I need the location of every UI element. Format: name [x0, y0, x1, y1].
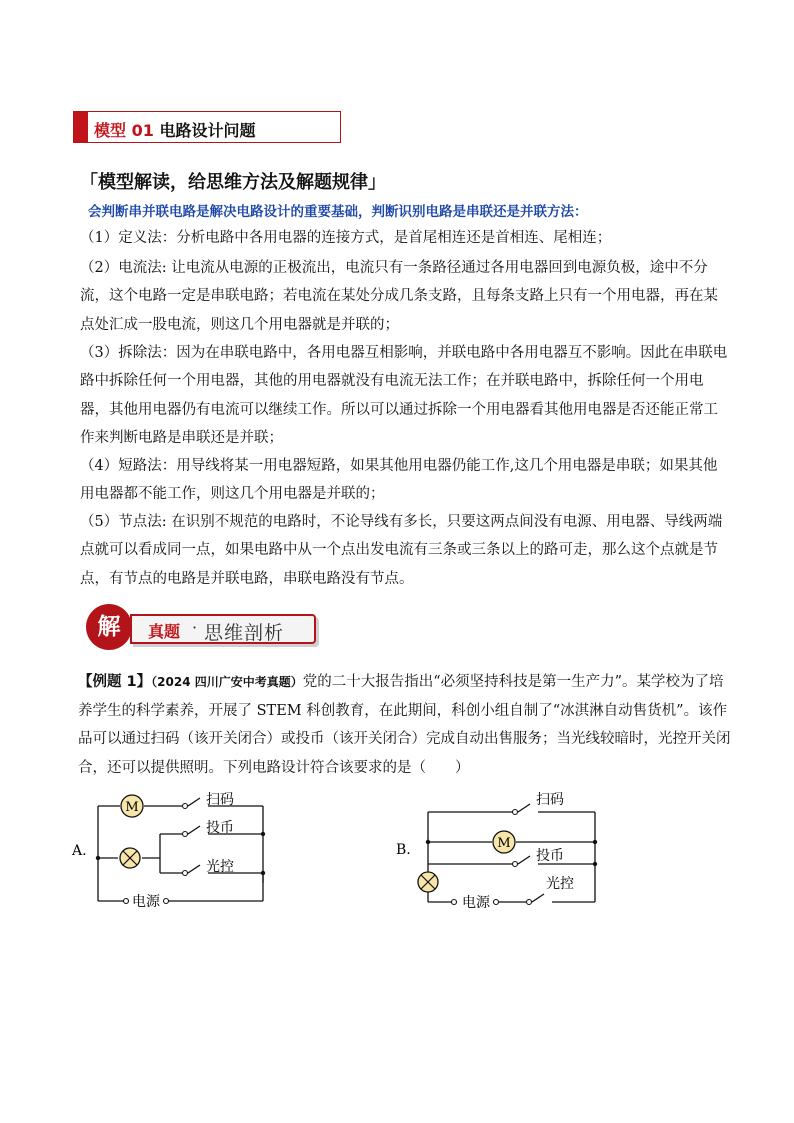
light-switch-label: 光控	[206, 859, 234, 875]
circuit-option-a	[60, 780, 290, 915]
banner-label: 思维剖析	[204, 622, 285, 644]
example-tag: 【例题 1】	[78, 674, 152, 690]
method-short-circuit: （4）短路法：用导线将某一用电器短路，如果其他用电器仍能工作,这几个用电器是串联；如果其他用电器都不能工作，则这几个用电器是并联的；	[80, 458, 718, 503]
banner-circle-icon: 解	[86, 604, 132, 650]
switch-terminal	[183, 871, 188, 876]
light-switch-label: 光控	[546, 876, 574, 892]
node-dot	[426, 840, 430, 844]
motor-label: M	[497, 836, 511, 851]
lamp-icon	[120, 848, 140, 868]
method-definition: （1）定义法：分析电路中各用电器的连接方式，是首尾相连还是首相连、尾相连；	[80, 230, 612, 246]
model-prefix: 模型	[94, 121, 127, 140]
option-a-letter: A.	[72, 843, 87, 859]
lamp-icon	[418, 872, 438, 892]
power-label: 电源	[462, 895, 490, 911]
switch-terminal	[527, 900, 532, 905]
example-text: 党的二十大报告指出“必须坚持科技是第一生产力”。某学校为了培养学生的科学素养，开展了 STEM 科创教育，在此期间，科创小组自制了“冰淇淋自动售货机”。该作品可以通过扫码（该开关闭合）或投币（该开关闭合）完成自动出售服务；当光线较暗时，光控开关闭合，还可以提供照明。下列电路设计符合该要求的是（ ）	[78, 674, 731, 776]
section-title: 「模型解读，给思维方法及解题规律」	[80, 172, 386, 193]
node-dot	[96, 856, 100, 860]
power-terminal	[452, 900, 457, 905]
switch-terminal	[513, 810, 518, 815]
switch-terminal	[183, 832, 188, 837]
coin-switch-label: 投币	[206, 820, 234, 836]
motor-icon	[493, 831, 515, 853]
coin-switch-label: 投币	[536, 848, 564, 864]
intro-text: 会判断串并联电路是解决电路设计的重要基础，判断识别电路是串联还是并联方法：	[88, 204, 588, 220]
power-terminal	[164, 899, 169, 904]
switch-terminal	[183, 804, 188, 809]
node-dot	[261, 832, 265, 836]
motor-icon	[121, 795, 143, 817]
method-current: （2）电流法: 让电流从电源的正极流出，电流只有一条路径通过各用电器回到电源负极，途中不分流，这个电路一定是串联电路；若电流在某处分成几条支路，且每条支路上只有一个用电器，再在某点处汇成一股电流，则这几个用电器就是并联的；	[80, 260, 718, 333]
model-header-accent-bar	[74, 112, 88, 142]
example-question	[78, 668, 738, 782]
real-exam-banner	[86, 602, 326, 652]
method-removal: （3）拆除法：因为在串联电路中，各用电器互相影响，并联电路中各用电器互不影响。因此在串联电路中拆除任何一个用电器，其他的用电器就没有电流无法工作；在并联电路中，拆除任何一个用电器，其他用电器仍有电流可以继续工作。所以可以通过拆除一个用电器看其他用电器是否还能正常工作来判断电路是串联还是并联；	[80, 345, 728, 446]
banner-tag: 真题	[148, 622, 181, 641]
power-terminal	[494, 900, 499, 905]
scan-switch-label: 扫码	[206, 792, 234, 808]
model-header	[73, 111, 341, 143]
node-dot	[593, 862, 597, 866]
banner-dot: ·	[192, 618, 198, 637]
power-terminal	[124, 899, 129, 904]
node-dot	[261, 871, 265, 875]
scan-switch-label: 扫码	[536, 792, 564, 808]
switch-terminal	[513, 862, 518, 867]
example-source: （2024 四川广安中考真题）	[151, 675, 303, 689]
model-header-title	[94, 118, 255, 141]
method-node: （5）节点法: 在识别不规范的电路时，不论导线有多长，只要这两点间没有电源、用电器、导线两端点就可以看成同一点，如果电路中从一个点出发电流有三条或三条以上的路可走，那么这个点就是节点，有节点的电路是并联电路，串联电路没有节点。	[80, 514, 723, 587]
option-b-letter: B.	[396, 842, 411, 858]
motor-label: M	[125, 800, 139, 815]
model-title-text: 电路设计问题	[159, 121, 256, 140]
power-label: 电源	[132, 894, 160, 910]
model-number: 01	[131, 121, 154, 140]
node-dot	[593, 840, 597, 844]
banner-box	[130, 614, 316, 644]
circuit-option-b	[390, 782, 620, 917]
